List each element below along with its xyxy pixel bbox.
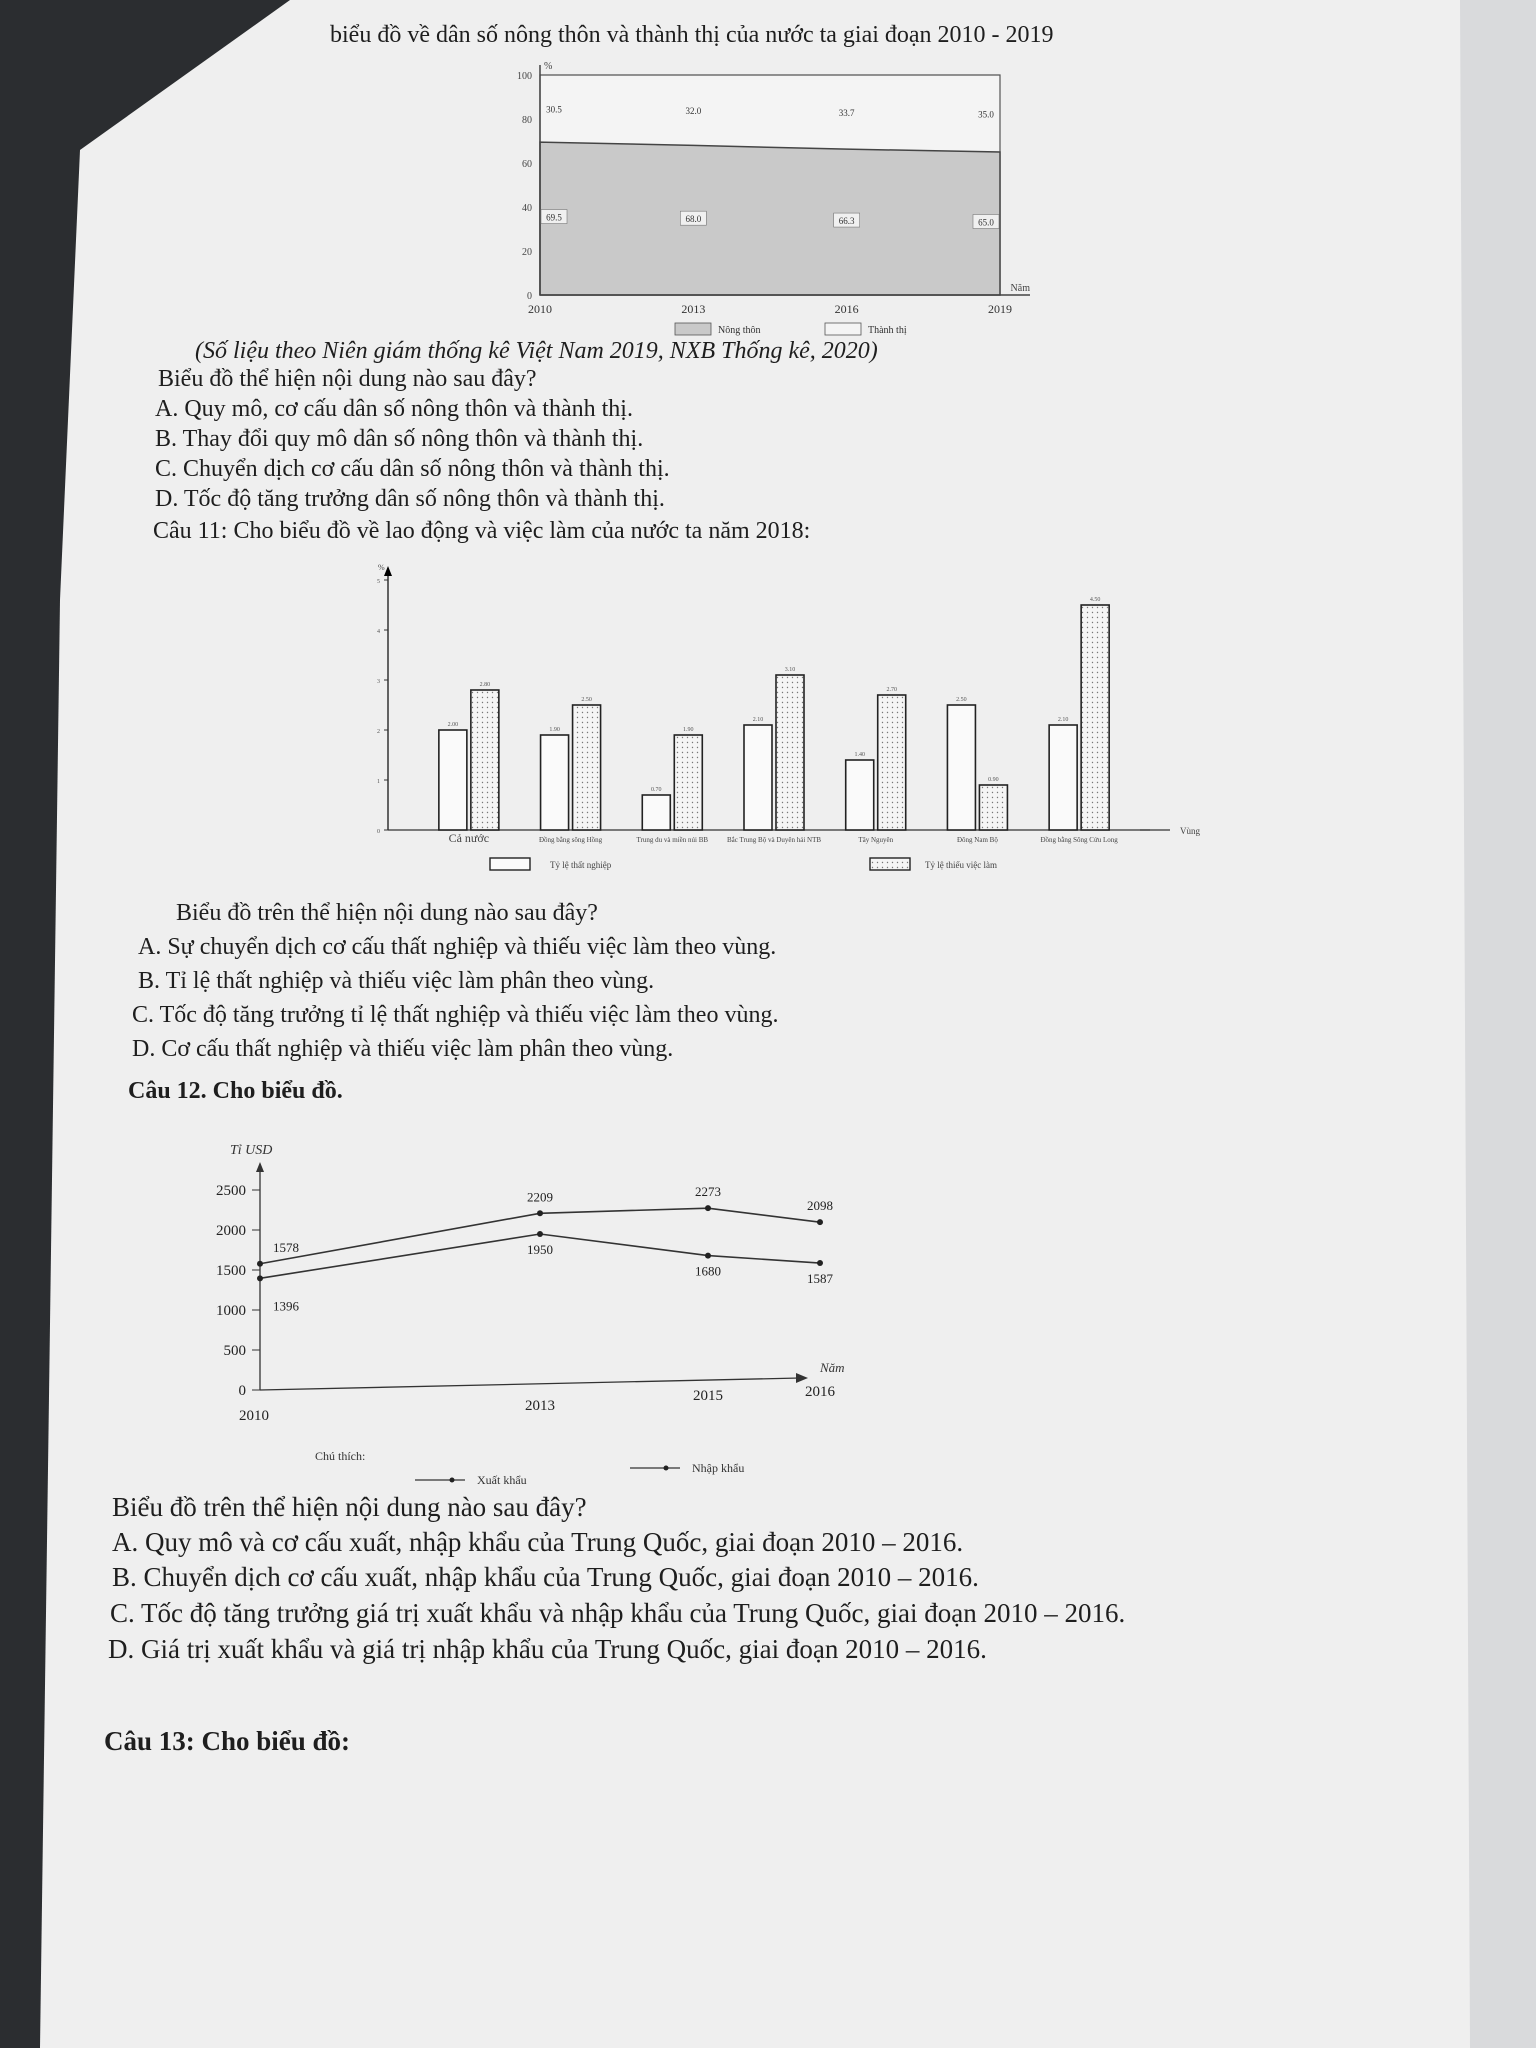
bar-value-label: 1.40 bbox=[854, 752, 865, 758]
q12-option-a[interactable]: A. Quy mô và cơ cấu xuất, nhập khẩu của Trung Quốc, giai đoạn 2010 – 2016. bbox=[112, 1527, 964, 1557]
bar-underemployment bbox=[471, 690, 499, 830]
import-point bbox=[705, 1253, 711, 1259]
category-label: Cả nước bbox=[448, 831, 490, 845]
q12-option-d[interactable]: D. Giá trị xuất khẩu và giá trị nhập khẩu của Trung Quốc, giai đoạn 2010 – 2016. bbox=[108, 1634, 987, 1664]
category-label: Đồng bằng sông Hồng bbox=[538, 836, 603, 844]
q12-title bbox=[128, 1078, 343, 1105]
y-tick-label: 20 bbox=[522, 247, 532, 258]
y-tick-label: 3 bbox=[377, 679, 380, 685]
bar-value-label: 1.90 bbox=[683, 727, 694, 733]
bar-value-label: 1.90 bbox=[549, 727, 560, 733]
legend-point-import bbox=[664, 1466, 669, 1471]
y-tick-label: 60 bbox=[522, 159, 532, 170]
q12-prompt: Biểu đồ trên thể hiện nội dung nào sau đây? bbox=[112, 1492, 587, 1522]
q12-option-b[interactable]: B. Chuyển dịch cơ cấu xuất, nhập khẩu của Trung Quốc, giai đoạn 2010 – 2016. bbox=[112, 1562, 979, 1592]
category-label: Đông Nam Bộ bbox=[957, 836, 998, 844]
area-chart bbox=[480, 55, 1080, 355]
category-label: Đồng bằng Sông Cửu Long bbox=[1040, 836, 1118, 844]
x-tick-label: 2015 bbox=[693, 1388, 723, 1404]
export-point bbox=[705, 1205, 711, 1211]
data-label: 2098 bbox=[807, 1198, 833, 1214]
x-axis-arrow bbox=[796, 1373, 808, 1383]
data-label: 1680 bbox=[695, 1263, 721, 1279]
bar-unemployment bbox=[846, 760, 874, 830]
export-point bbox=[537, 1210, 543, 1216]
import-point bbox=[257, 1275, 263, 1281]
q11-title-text: Câu 11: Cho biểu đồ về lao động và việc làm của nước ta năm 2018: bbox=[153, 518, 811, 544]
bar-unemployment bbox=[642, 795, 670, 830]
q10-chart-title: biểu đồ về dân số nông thôn và thành thị của nước ta giai đoạn 2010 - 2019 bbox=[330, 22, 1054, 48]
q10-option-d[interactable]: D. Tốc độ tăng trưởng dân số nông thôn và thành thị. bbox=[155, 486, 665, 512]
urban-data-label: 32.0 bbox=[685, 106, 702, 117]
bar-value-label: 4.50 bbox=[1089, 597, 1101, 603]
bar-unemployment bbox=[541, 735, 569, 830]
bar-value-label: 2.10 bbox=[752, 717, 764, 723]
data-label: 1950 bbox=[527, 1242, 553, 1257]
legend-swatch-unemployment bbox=[490, 858, 530, 870]
data-label: 1396 bbox=[273, 1298, 299, 1314]
y-tick-label: 1000 bbox=[216, 1303, 246, 1319]
bar-value-label: 0.90 bbox=[988, 777, 999, 783]
q11-title bbox=[153, 518, 810, 545]
y-tick-label: 500 bbox=[223, 1343, 246, 1359]
q11-option-a[interactable]: A. Sự chuyển dịch cơ cấu thất nghiệp và thiếu việc làm theo vùng. bbox=[138, 934, 777, 960]
q10-option-b[interactable]: B. Thay đổi quy mô dân số nông thôn và thành thị. bbox=[155, 426, 644, 452]
x-tick-label: 2016 bbox=[805, 1384, 835, 1400]
q10-source: (Số liệu theo Niên giám thống kê Việt Nam 2019, NXB Thống kê, 2020) bbox=[195, 338, 878, 364]
bar-underemployment bbox=[979, 785, 1007, 830]
legend-label-import: Nhập khẩu bbox=[692, 1461, 745, 1475]
y-tick-label: 0 bbox=[238, 1383, 246, 1399]
legend-label-rural: Nông thôn bbox=[718, 325, 761, 336]
line-chart bbox=[180, 1130, 1060, 1490]
legend-label-urban: Thành thị bbox=[868, 325, 907, 336]
bar-value-label: 2.50 bbox=[581, 697, 592, 703]
y-tick-label: 5 bbox=[377, 579, 380, 585]
bar-underemployment bbox=[674, 735, 702, 830]
legend-point-export bbox=[450, 1478, 455, 1483]
y-tick-label: 1 bbox=[377, 779, 380, 785]
legend-swatch-urban bbox=[825, 323, 861, 335]
bar-unemployment bbox=[947, 705, 975, 830]
y-tick-label: 40 bbox=[522, 203, 532, 214]
q11-option-c[interactable]: C. Tốc độ tăng trưởng tỉ lệ thất nghiệp và thiếu việc làm theo vùng. bbox=[132, 1002, 779, 1028]
y-tick-label: 100 bbox=[517, 71, 532, 82]
export-point bbox=[817, 1219, 823, 1225]
bar-underemployment bbox=[878, 695, 906, 830]
urban-data-label: 30.5 bbox=[546, 104, 562, 115]
q12-option-c[interactable]: C. Tốc độ tăng trưởng giá trị xuất khẩu và nhập khẩu của Trung Quốc, giai đoạn 2010 – 2016. bbox=[110, 1598, 1126, 1628]
y-tick-label: 2000 bbox=[216, 1223, 246, 1239]
x-tick-label: 2013 bbox=[525, 1398, 555, 1414]
x-tick-label: 2010 bbox=[239, 1408, 269, 1424]
y-tick-label: 2 bbox=[377, 729, 380, 735]
q12-title-text: Câu 12. Cho biểu đồ. bbox=[128, 1078, 343, 1104]
q11-option-d[interactable]: D. Cơ cấu thất nghiệp và thiếu việc làm phân theo vùng. bbox=[132, 1036, 674, 1062]
bar-unemployment bbox=[1049, 725, 1077, 830]
rural-data-label: 66.3 bbox=[838, 216, 855, 227]
data-label: 2273 bbox=[695, 1184, 721, 1200]
urban-data-label: 33.7 bbox=[838, 108, 855, 119]
legend-swatch-rural bbox=[675, 323, 711, 335]
legend-label-export: Xuất khẩu bbox=[477, 1473, 527, 1487]
category-label: Bắc Trung Bộ và Duyên hải NTB bbox=[726, 836, 822, 844]
rural-area bbox=[540, 142, 1000, 295]
category-label: Trung du và miền núi BB bbox=[636, 836, 709, 844]
q11-option-b[interactable]: B. Tỉ lệ thất nghiệp và thiếu việc làm phân theo vùng. bbox=[138, 968, 655, 994]
bar-value-label: 0.70 bbox=[651, 787, 662, 793]
y-tick-label: 4 bbox=[377, 629, 380, 635]
q10-prompt: Biểu đồ thể hiện nội dung nào sau đây? bbox=[158, 366, 537, 392]
y-axis-arrow bbox=[256, 1162, 264, 1172]
bar-value-label: 3.10 bbox=[784, 667, 796, 673]
bar-underemployment bbox=[776, 675, 804, 830]
rural-data-label: 68.0 bbox=[685, 214, 702, 225]
y-axis-arrow bbox=[384, 566, 392, 576]
y-tick-label: 0 bbox=[377, 829, 380, 835]
x-axis-unit: Năm bbox=[820, 1360, 845, 1375]
bar-value-label: 2.80 bbox=[479, 682, 491, 688]
data-label: 1578 bbox=[273, 1239, 299, 1255]
bar-value-label: 2.50 bbox=[956, 697, 967, 703]
legend-caption: Chú thích: bbox=[315, 1449, 366, 1463]
bar-value-label: 2.70 bbox=[886, 687, 897, 693]
data-label: 1587 bbox=[807, 1271, 833, 1287]
legend-label-underemployment: Tỷ lệ thiếu việc làm bbox=[925, 860, 997, 870]
x-tick-label: 2010 bbox=[528, 302, 552, 316]
y-tick-label: 80 bbox=[522, 115, 532, 126]
bar-unemployment bbox=[744, 725, 772, 830]
import-point bbox=[537, 1231, 543, 1237]
bar-unemployment bbox=[439, 730, 467, 830]
data-label: 2209 bbox=[527, 1189, 553, 1205]
legend-label-unemployment: Tỷ lệ thất nghiệp bbox=[550, 860, 612, 870]
bar-value-label: 2.00 bbox=[447, 722, 459, 728]
rural-data-label: 65.0 bbox=[978, 217, 994, 228]
x-tick-label: 2016 bbox=[834, 302, 859, 316]
x-axis-unit: Vùng bbox=[1180, 826, 1200, 836]
category-label: Tây Nguyên bbox=[858, 836, 894, 844]
q11-prompt: Biểu đồ trên thể hiện nội dung nào sau đây? bbox=[176, 900, 598, 926]
q10-option-a[interactable]: A. Quy mô, cơ cấu dân số nông thôn và thành thị. bbox=[155, 396, 633, 422]
q13-title: Câu 13: Cho biểu đồ: bbox=[104, 1726, 351, 1756]
bar-underemployment bbox=[573, 705, 601, 830]
x-tick-label: 2013 bbox=[681, 302, 706, 316]
urban-data-label: 35.0 bbox=[978, 109, 994, 120]
bar-value-label: 2.10 bbox=[1057, 717, 1069, 723]
q10-option-c[interactable]: C. Chuyển dịch cơ cấu dân số nông thôn và thành thị. bbox=[155, 456, 670, 482]
y-axis-unit: % bbox=[378, 563, 385, 572]
y-axis-unit: % bbox=[544, 61, 553, 72]
import-point bbox=[817, 1260, 823, 1266]
legend-swatch-underemployment bbox=[870, 858, 910, 870]
rural-data-label: 69.5 bbox=[546, 212, 562, 223]
y-tick-label: 1500 bbox=[216, 1263, 246, 1279]
bar-underemployment bbox=[1081, 605, 1109, 830]
y-axis-unit: Tỉ USD bbox=[230, 1143, 273, 1158]
y-tick-label: 0 bbox=[527, 291, 532, 302]
export-point bbox=[257, 1261, 263, 1267]
bar-chart bbox=[370, 560, 1210, 890]
x-axis-unit: Năm bbox=[1010, 283, 1030, 294]
y-tick-label: 2500 bbox=[216, 1183, 246, 1199]
x-tick-label: 2019 bbox=[988, 302, 1012, 316]
